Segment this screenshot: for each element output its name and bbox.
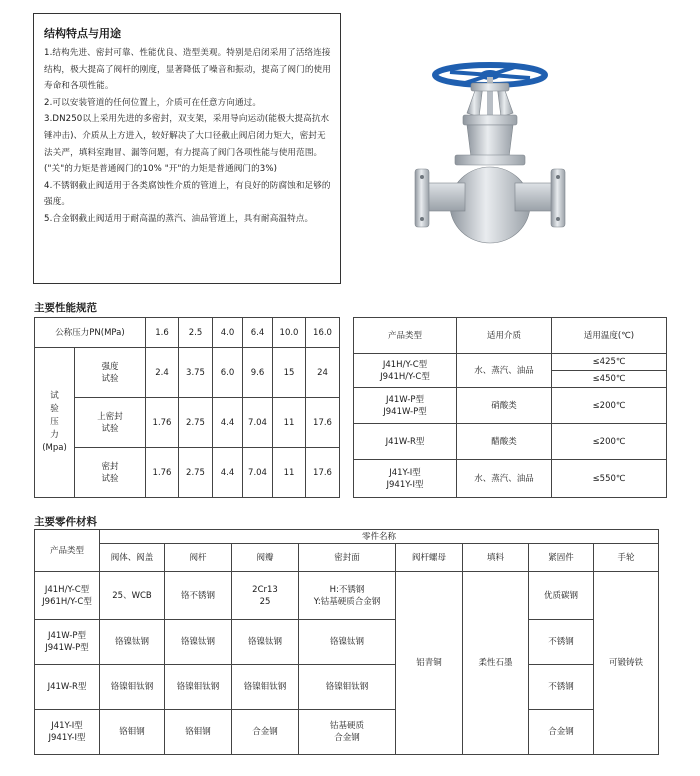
materials-title: 主要零件材料 [34, 516, 97, 528]
table-cell: 铬镍钛钢 [299, 620, 396, 665]
medium-header: 适用介质 [457, 318, 552, 354]
table-cell: 9.6 [243, 348, 273, 398]
product-model: J41W-P型 J941W-P型 [35, 620, 100, 665]
table-cell: 铬镍钛钢 [100, 620, 165, 665]
table-cell: 合金钢 [232, 710, 299, 755]
column-header: 密封面 [299, 544, 396, 572]
table-cell: 4.4 [213, 398, 243, 448]
product-model: J41W-R型 [35, 665, 100, 710]
product-model: J41W-P型 J941W-P型 [354, 388, 457, 424]
performance-title: 主要性能规范 [34, 302, 97, 314]
parts-name-header: 零件名称 [100, 530, 659, 544]
product-model: J41Y-I型 J941Y-I型 [35, 710, 100, 755]
pressure-value: 2.5 [179, 318, 213, 348]
table-cell: 2.75 [179, 448, 213, 498]
table-cell: 铬镍钼钛钢 [232, 665, 299, 710]
table-cell: 铬镍钛钢 [165, 620, 232, 665]
table-cell: 钴基硬质 合金钢 [299, 710, 396, 755]
table-cell: 铬镍钼钛钢 [100, 665, 165, 710]
table-cell: 1.76 [146, 448, 179, 498]
table-cell: 24 [306, 348, 340, 398]
test-pressure-group-label: 试 验 压 力 (Mpa) [35, 348, 75, 498]
packing-cell: 柔性石墨 [463, 572, 529, 755]
table-cell: 2.75 [179, 398, 213, 448]
table-cell: 不锈钢 [529, 665, 594, 710]
feature-item-4: 4.不锈钢截止阀适用于各类腐蚀性介质的管道上，有良好的防腐蚀和足够的强度。 [44, 180, 331, 208]
table-cell: 铬镍钼钛钢 [299, 665, 396, 710]
medium-cell: 水、蒸汽、油品 [457, 460, 552, 498]
feature-item-1: 1.结构先进、密封可靠、性能优良、造型美观。特别是启闭采用了活络连接结构，极大提高了阀杆的刚度，显著降低了噪音和振动，提高了阀门的使用寿命和各项性能。 [44, 48, 331, 92]
table-cell: 11 [273, 398, 306, 448]
table-cell: 7.04 [243, 398, 273, 448]
pressure-header: 公称压力PN(MPa) [35, 318, 146, 348]
pressure-value: 6.4 [243, 318, 273, 348]
features-title: 结构特点与用途 [44, 27, 121, 40]
column-header: 阀瓣 [232, 544, 299, 572]
materials-table [34, 529, 659, 755]
column-header: 阀杆 [165, 544, 232, 572]
temperature-cell: ≤200℃ [552, 388, 667, 424]
table-cell: 铬镍钼钛钢 [165, 665, 232, 710]
seal-test-label: 密封 试验 [75, 448, 146, 498]
strength-test-label: 强度 试验 [75, 348, 146, 398]
medium-cell: 水、蒸汽、油品 [457, 354, 552, 388]
product-model: J41H/Y-C型 J941H/Y-C型 [354, 354, 457, 388]
table-cell: 铬钼钢 [100, 710, 165, 755]
feature-item-2: 2.可以安装管道的任何位置上，介质可在任意方向通过。 [44, 97, 262, 108]
pressure-table [34, 317, 340, 498]
table-cell: 2.4 [146, 348, 179, 398]
table-cell: 铬钼钢 [165, 710, 232, 755]
table-cell: H:不锈钢 Y:钴基硬质合金钢 [299, 572, 396, 620]
medium-cell: 醋酸类 [457, 424, 552, 460]
globe-valve-image [405, 55, 575, 255]
column-header: 紧固件 [529, 544, 594, 572]
table-cell: 17.6 [306, 448, 340, 498]
product-type-header: 产品类型 [354, 318, 457, 354]
temperature-cell: ≤450℃ [552, 371, 667, 388]
product-type-header: 产品类型 [35, 530, 100, 572]
temperature-header: 适用温度(℃) [552, 318, 667, 354]
temperature-cell: ≤200℃ [552, 424, 667, 460]
column-header: 填料 [463, 544, 529, 572]
pressure-value: 1.6 [146, 318, 179, 348]
temperature-cell: ≤550℃ [552, 460, 667, 498]
product-model: J41Y-I型 J941Y-I型 [354, 460, 457, 498]
column-header: 阀杆螺母 [396, 544, 463, 572]
table-cell: 不锈钢 [529, 620, 594, 665]
pressure-value: 16.0 [306, 318, 340, 348]
table-cell: 4.4 [213, 448, 243, 498]
feature-item-5: 5.合金钢截止阀适用于耐高温的蒸汽、油品管道上，具有耐高温特点。 [44, 213, 314, 224]
column-header: 阀体、阀盖 [100, 544, 165, 572]
table-cell: 合金钢 [529, 710, 594, 755]
product-model: J41W-R型 [354, 424, 457, 460]
table-cell: 3.75 [179, 348, 213, 398]
feature-item-3: 3.DN250以上采用先进的多密封，双支架，采用导向运动(能极大提高抗水锤冲击)、介质从上方进入，较好解决了大口径截止阀启闭力矩大，密封无法关严，填料室跑冒、漏等问题，有力提高了阀门各项性能与使用范围。("关"的力矩是普通阀门的10% "开"的力矩是普通阀门的3%) [44, 114, 330, 175]
column-header: 手轮 [594, 544, 659, 572]
table-cell: 25、WCB [100, 572, 165, 620]
stem-nut-cell: 铝青铜 [396, 572, 463, 755]
table-cell: 17.6 [306, 398, 340, 448]
table-cell: 7.04 [243, 448, 273, 498]
medium-cell: 硝酸类 [457, 388, 552, 424]
table-cell: 铬镍钛钢 [232, 620, 299, 665]
upper-seal-test-label: 上密封 试验 [75, 398, 146, 448]
table-cell: 6.0 [213, 348, 243, 398]
table-cell: 15 [273, 348, 306, 398]
temperature-cell: ≤425℃ [552, 354, 667, 371]
table-cell: 2Cr13 25 [232, 572, 299, 620]
pressure-value: 4.0 [213, 318, 243, 348]
handwheel-cell: 可锻铸铁 [594, 572, 659, 755]
product-model: J41H/Y-C型 J961H/Y-C型 [35, 572, 100, 620]
table-cell: 铬不锈钢 [165, 572, 232, 620]
features-box [33, 13, 341, 284]
pressure-value: 10.0 [273, 318, 306, 348]
media-temperature-table [353, 317, 667, 498]
table-cell: 11 [273, 448, 306, 498]
table-cell: 优质碳钢 [529, 572, 594, 620]
table-cell: 1.76 [146, 398, 179, 448]
